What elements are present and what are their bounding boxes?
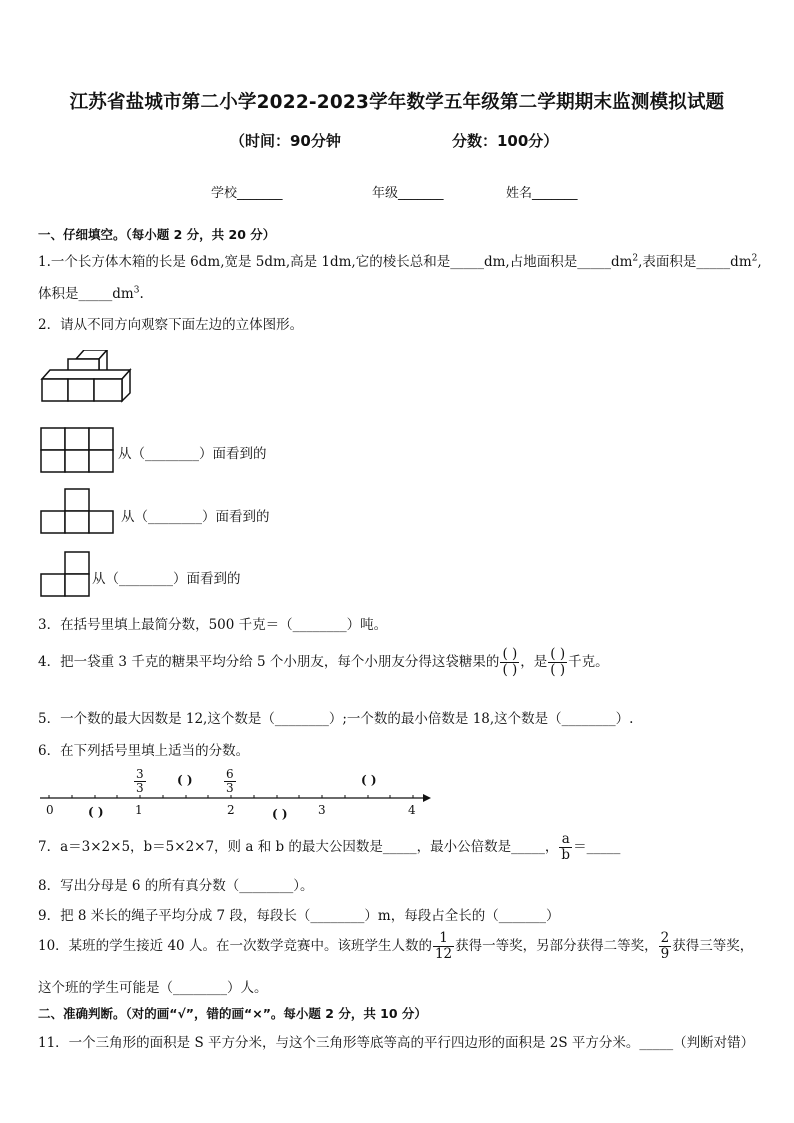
grade-field: 年级_______ [372, 186, 444, 201]
tick-4: 4 [408, 803, 416, 817]
tick-0: 0 [46, 803, 54, 817]
tick-1: 1 [135, 803, 143, 817]
view-t-shape [40, 488, 116, 534]
question-9: 9．把 8 米长的绳子平均分成 7 段，每段长（________）m，每段占全长的（_______） [38, 908, 560, 924]
question-3: 3．在括号里填上最简分数，500 千克＝（________）吨。 [38, 617, 388, 633]
question-1-line2: 体积是$\_\_\_\_\_dm^3$. [38, 285, 144, 302]
exam-score: 分数：100分） [452, 132, 559, 150]
question-7: 7．a＝3×2×5，b＝5×2×7，则 a 和 b 的最大公因数是_____，最小公倍数是_____， $\frac{a}{b}$ ＝_____ [38, 831, 621, 863]
view-1-label: 从（________）面看到的 [118, 446, 267, 462]
question-2: 2．请从不同方向观察下面左边的立体图形。 [38, 317, 304, 333]
tick-2: 2 [227, 803, 235, 817]
blank-fraction: $\frac{( )}{( )}$ [502, 646, 518, 678]
tick-3: 3 [318, 803, 326, 817]
view-l-shape [40, 551, 92, 597]
name-field: 姓名_______ [506, 186, 578, 201]
section-1-heading: 一、仔细填空。（每小题 2 分，共 20 分） [38, 227, 276, 242]
view-2-label: 从（________）面看到的 [121, 509, 270, 525]
question-5: 5．一个数的最大因数是 12,这个数是（________）;一个数的最小倍数是 18,这个数是（________）. [38, 711, 634, 727]
question-10-line1: 10．某班的学生接近 40 人。在一次数学竞赛中。该班学生人数的 $\frac{1}{12}$ 获得一等奖，另部分获得二等奖， $\frac{2}{9}$ 获得三等奖， [38, 930, 754, 962]
question-6: 6．在下列括号里填上适当的分数。 [38, 743, 250, 759]
blank-below-2: ( ) [272, 807, 288, 821]
blank-above-1: ( ) [177, 773, 193, 787]
blank-fraction: $\frac{( )}{( )}$ [550, 646, 566, 678]
question-10-line2: 这个班的学生可能是（________）人。 [38, 980, 268, 996]
section-2-heading: 二、准确判断。（对的画“√”，错的画“×”。每小题 2 分，共 10 分） [38, 1006, 427, 1021]
view-grid-2x3 [40, 427, 116, 473]
question-4: 4．把一袋重 3 千克的糖果平均分给 5 个小朋友，每个小朋友分得这袋糖果的 $\frac{( )}{( )}$ ，是 $\frac{( )}{( )}$ 千克。 [38, 646, 609, 678]
view-3-label: 从（________）面看到的 [92, 571, 241, 587]
question-1-line1: 1.一个长方体木箱的长是 6dm,宽是 5dm,高是 1dm,它的棱长总和是_____dm,占地面积是$\_\_\_\_\_dm^2$,表面积是$\_\_\_\_\_dm^2$, [38, 253, 762, 270]
cube-stack-figure [40, 350, 140, 405]
exam-time: （时间：90分钟 [230, 132, 341, 150]
question-11: 11．一个三角形的面积是 S 平方分米，与这个三角形等底等高的平行四边形的面积是 2S 平方分米。_____（判断对错） [38, 1035, 755, 1051]
page-title: 江苏省盐城市第二小学2022-2023学年数学五年级第二学期期末监测模拟试题 [69, 92, 725, 113]
fraction-6-3: $\frac{6}{3}$ [226, 767, 234, 796]
school-field: 学校_______ [211, 186, 283, 201]
fraction-3-3: $\frac{3}{3}$ [136, 767, 144, 796]
question-8: 8．写出分母是 6 的所有真分数（________）。 [38, 878, 314, 894]
blank-above-2: ( ) [361, 773, 377, 787]
blank-below-1: ( ) [88, 805, 104, 819]
